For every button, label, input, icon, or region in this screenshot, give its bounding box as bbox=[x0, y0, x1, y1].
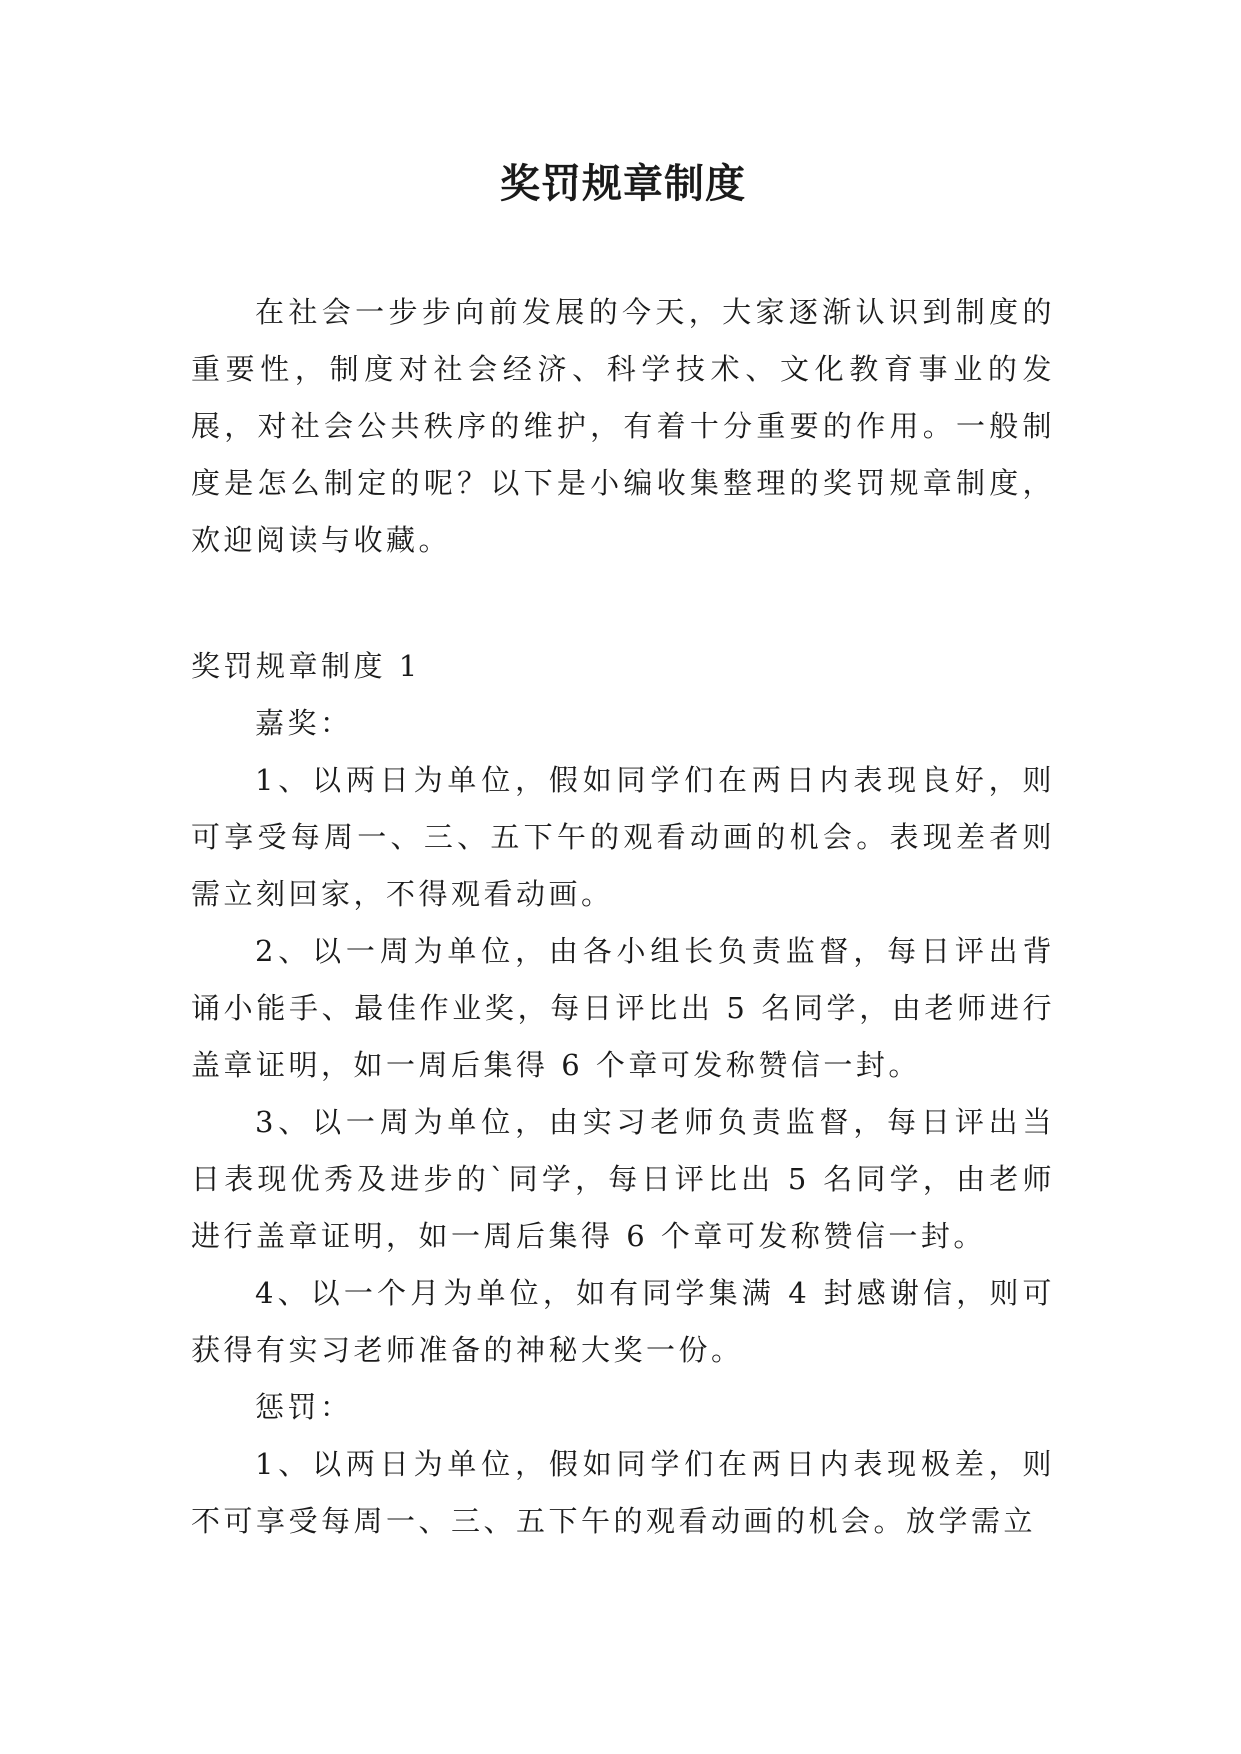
reward-item: 4、以一个月为单位，如有同学集满 4 封感谢信，则可获得有实习老师准备的神秘大奖一份。 bbox=[191, 1276, 1055, 1367]
intro-paragraph: 在社会一步步向前发展的今天，大家逐渐认识到制度的重要性，制度对社会经济、科学技术、文化教育事业的发展，对社会公共秩序的维护，有着十分重要的作用。一般制度是怎么制定的呢？以下是小编收集整理的奖罚规章制度，欢迎阅读与收藏。 bbox=[191, 295, 1055, 557]
penalty-heading: 惩罚： bbox=[255, 1390, 353, 1424]
reward-item: 3、以一周为单位，由实习老师负责监督，每日评出当日表现优秀及进步的`同学，每日评比出 5 名同学，由老师进行盖章证明，如一周后集得 6 个章可发称赞信一封。 bbox=[191, 1105, 1055, 1253]
reward-item: 2、以一周为单位，由各小组长负责监督，每日评出背诵小能手、最佳作业奖，每日评比出 5 名同学，由老师进行盖章证明，如一周后集得 6 个章可发称赞信一封。 bbox=[191, 934, 1055, 1082]
document-title: 奖罚规章制度 bbox=[500, 161, 746, 207]
document-body bbox=[191, 284, 1055, 1550]
reward-item: 1、以两日为单位，假如同学们在两日内表现良好，则可享受每周一、三、五下午的观看动画的机会。表现差者则需立刻回家，不得观看动画。 bbox=[191, 763, 1055, 911]
reward-heading: 嘉奖： bbox=[255, 706, 353, 740]
section-title: 奖罚规章制度 1 bbox=[191, 649, 421, 683]
penalty-item: 1、以两日为单位，假如同学们在两日内表现极差，则不可享受每周一、三、五下午的观看动画的机会。放学需立 bbox=[191, 1447, 1055, 1538]
